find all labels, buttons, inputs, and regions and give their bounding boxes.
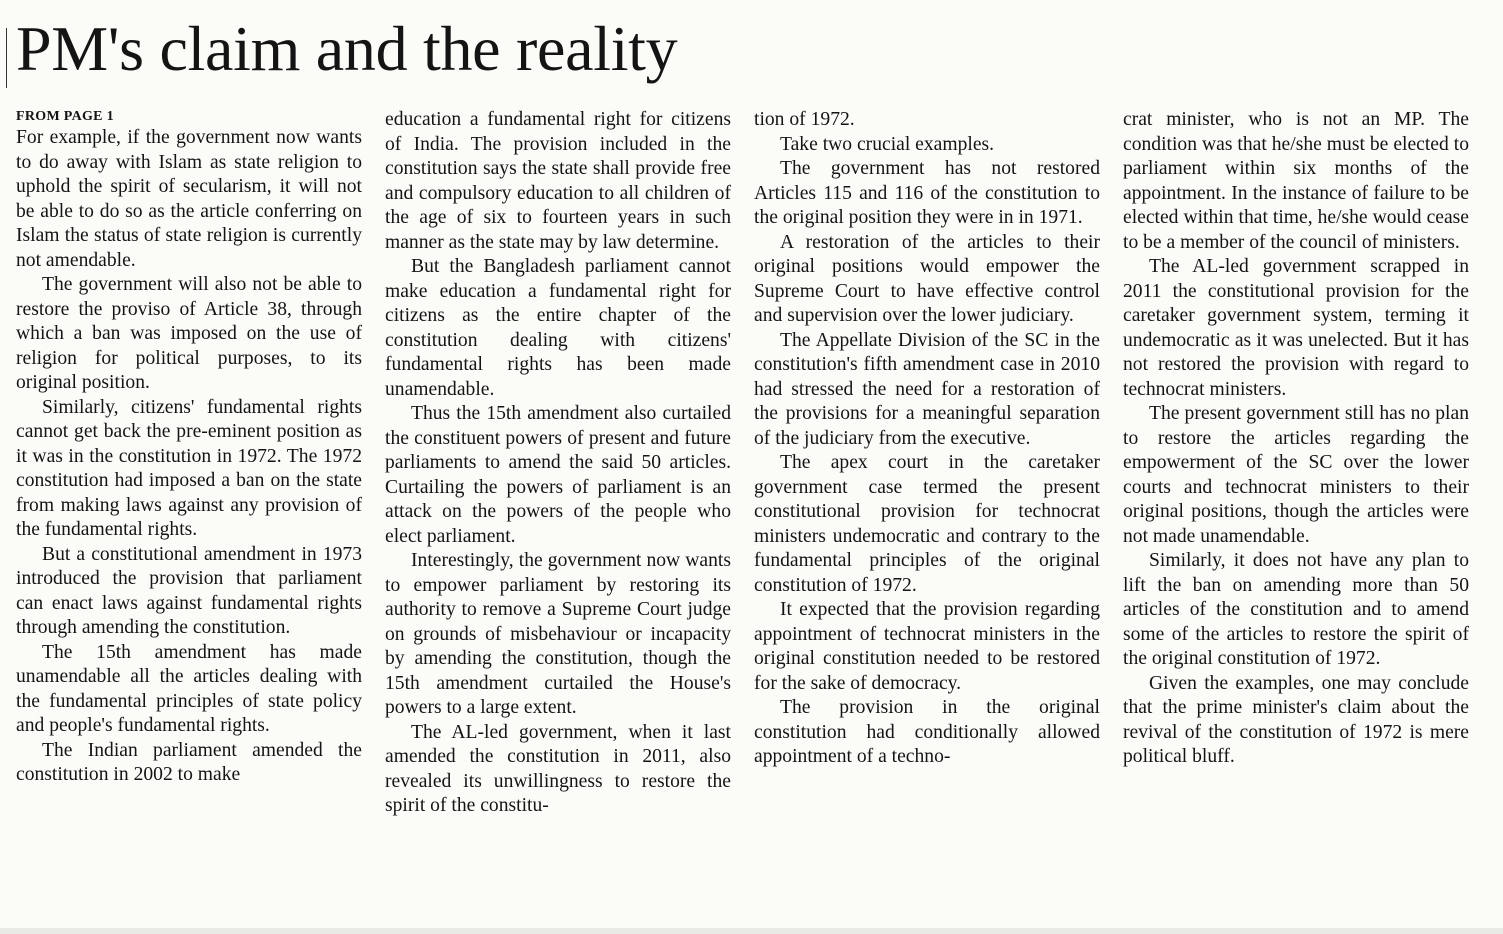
paragraph: The apex court in the caretaker government case termed the present constitutional provision for technocrat ministers undemocratic and contrary to the fundamental principles of the original constitution of 1972. [754, 452, 1100, 596]
paragraph: Similarly, it does not have any plan to lift the ban on amending more than 50 articles of the constitution and to amend some of the articles to restore the spirit of the original constitution of 1972. [1123, 550, 1469, 669]
paragraph: The provision in the original constitution had conditionally allowed appointment of a techno- [754, 697, 1100, 767]
paragraph: The AL-led government scrapped in 2011 the constitutional provision for the caretaker government system, terming it undemocratic as it was unelected. But it has not restored the provision with regard to technocrat ministers. [1123, 256, 1469, 400]
paragraph: A restoration of the articles to their original positions would empower the Supreme Court to have effective control and supervision over the lower judiciary. [754, 231, 1100, 326]
paragraph: Similarly, citizens' fundamental rights cannot get back the pre-eminent position as it was in the constitution in 1972. The 1972 constitution had imposed a ban on the state from making laws against any provision of the fundamental rights. [16, 396, 362, 540]
article-body [16, 108, 1469, 926]
paragraph: Given the examples, one may conclude that the prime minister's claim about the revival of the constitution of 1972 is mere political bluff. [1123, 672, 1469, 767]
paragraph: The present government still has no plan to restore the articles regarding the empowerment of the SC over the lower courts and technocrat ministers to their original positions, though the articles were not made unamendable. [1123, 403, 1469, 547]
paragraph: The 15th amendment has made unamendable all the articles dealing with the fundamental principles of state policy and people's fundamental rights. [16, 641, 362, 736]
paragraph: Thus the 15th amendment also curtailed the constituent powers of present and future parliaments to amend the said 50 articles. Curtailing the powers of parliament is an attack on the powers of the people who elect parliament. [385, 403, 731, 547]
paragraph: education a fundamental right for citizens of India. The provision included in the constitution says the state shall provide free and compulsory education to all children of the age of six to fourteen years in such manner as the state may by law determine. [385, 109, 731, 253]
paragraph: tion of 1972. [754, 109, 855, 130]
headline: PM's claim and the reality [16, 13, 678, 84]
paragraph: Take two crucial examples. [780, 133, 995, 155]
paragraph: The AL-led government, when it last amended the constitution in 2011, also revealed its unwillingness to restore the spirit of the constitu- [385, 721, 731, 816]
paragraph: crat minister, who is not an MP. The condition was that he/she must be elected to parliament within six months of the appointment. In the instance of failure to be elected within that time, he/she would cease to be a member of the council of ministers. [1123, 109, 1469, 253]
paragraph: It expected that the provision regarding appointment of technocrat ministers in the original constitution needed to be restored for the sake of democracy. [754, 599, 1100, 694]
column-1 [16, 108, 362, 926]
column-rule [6, 28, 7, 88]
column-2 [385, 108, 731, 926]
paragraph: But the Bangladesh parliament cannot make education a fundamental right for citizens as the entire chapter of the constitution dealing with citizens' fundamental rights has been made unamendable. [385, 256, 731, 400]
paragraph: But a constitutional amendment in 1973 introduced the provision that parliament can enact laws against fundamental rights through amending the constitution. [16, 543, 362, 638]
column-3 [754, 108, 1100, 926]
paragraph: Interestingly, the government now wants to empower parliament by restoring its authority to remove a Supreme Court judge on grounds of misbehaviour or incapacity by amending the constitution, though the 15th amendment curtailed the House's powers to a large extent. [385, 550, 731, 718]
paragraph: For example, if the government now wants to do away with Islam as state religion to uphold the spirit of secularism, it will not be able to do so as the article conferring on Islam the status of state religion is currently not amendable. [16, 127, 362, 271]
paragraph: The Appellate Division of the SC in the constitution's fifth amendment case in 2010 had stressed the need for a restoration of the provisions for a meaningful separation of the judiciary from the executive. [754, 329, 1100, 449]
column-4 [1123, 108, 1469, 926]
page-edge [0, 928, 1503, 934]
paragraph: The government has not restored Articles 115 and 116 of the constitution to the original position they were in in 1971. [754, 158, 1100, 228]
paragraph: The government will also not be able to restore the proviso of Article 38, through which a ban was imposed on the use of religion for political purposes, to its original position. [16, 274, 362, 393]
paragraph: The Indian parliament amended the constitution in 2002 to make [16, 739, 362, 785]
kicker: FROM PAGE 1 [16, 109, 114, 124]
